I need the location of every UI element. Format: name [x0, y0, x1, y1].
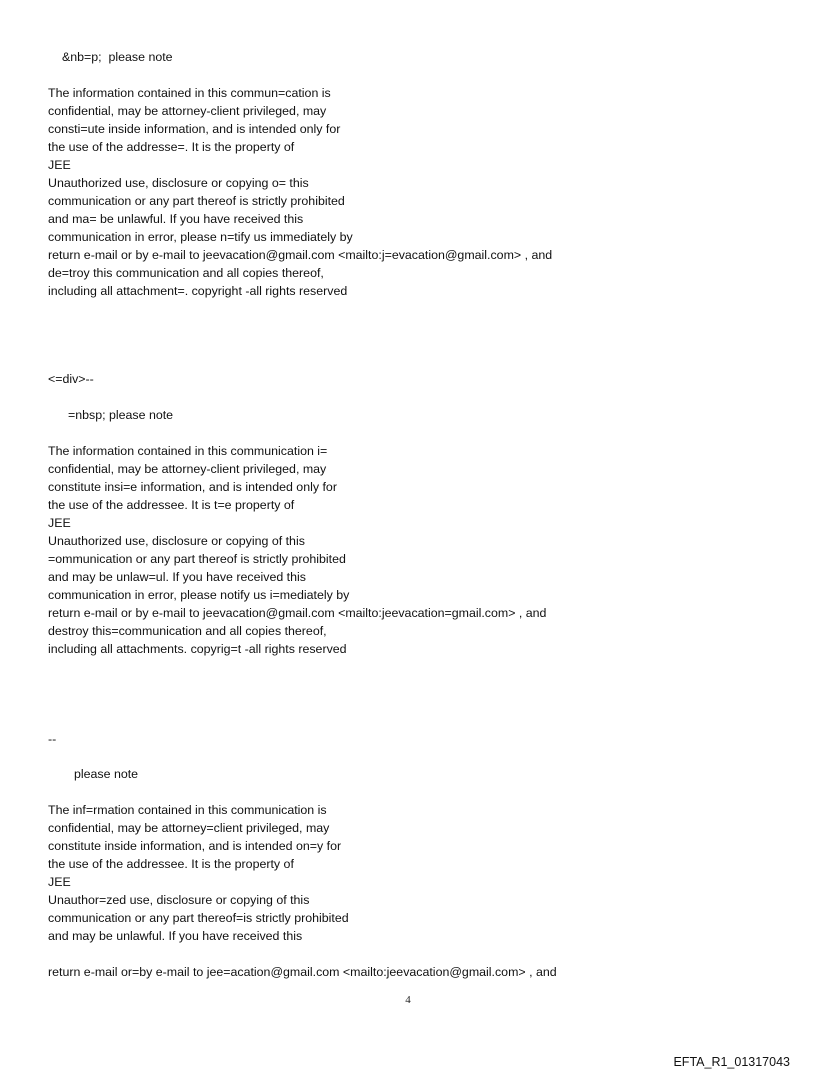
please-note-heading: &nb=p; please note [62, 50, 173, 64]
disclaimer-line: communication or any part thereof is strictly prohibited [48, 194, 345, 208]
disclaimer-line: the use of the addressee. It is the property of [48, 857, 294, 871]
separator-line: -- [48, 732, 57, 746]
disclaimer-line: constitute inside information, and is intended on=y for [48, 839, 342, 853]
disclaimer-line: JEE [48, 875, 71, 889]
please-note-heading: =nbsp; please note [68, 408, 174, 422]
disclaimer-line: The inf=rmation contained in this communication is [48, 803, 327, 817]
disclaimer-line: confidential, may be attorney-client privileged, may [48, 462, 327, 476]
disclaimer-line: Unauthorized use, disclosure or copying o= this [48, 176, 309, 190]
disclaimer-line: the use of the addresse=. It is the property of [48, 140, 295, 154]
disclaimer-line: return e-mail or by e-mail to jeevacation@gmail.com <mailto:jeevacation=gmail.com> , and [48, 606, 547, 620]
disclaimer-line: including all attachments. copyrig=t -all rights reserved [48, 642, 347, 656]
page-number: 4 [405, 994, 411, 1006]
disclaimer-line: Unauthorized use, disclosure or copying of this [48, 534, 305, 548]
disclaimer-line: and ma= be unlawful. If you have received this [48, 212, 304, 226]
disclaimer-line: confidential, may be attorney=client privileged, may [48, 821, 330, 835]
disclaimer-line: =ommunication or any part thereof is strictly prohibited [48, 552, 346, 566]
please-note-heading: please note [74, 767, 139, 781]
disclaimer-line: JEE [48, 158, 71, 172]
disclaimer-line: confidential, may be attorney-client privileged, may [48, 104, 327, 118]
disclaimer-line: constitute insi=e information, and is intended only for [48, 480, 337, 494]
disclaimer-line: communication or any part thereof=is strictly prohibited [48, 911, 349, 925]
disclaimer-line: return e-mail or=by e-mail to jee=acation@gmail.com <mailto:jeevacation@gmail.com> , and [48, 965, 557, 979]
disclaimer-line: de=troy this communication and all copies thereof, [48, 266, 324, 280]
disclaimer-line: and may be unlawful. If you have received this [48, 929, 303, 943]
disclaimer-line: return e-mail or by e-mail to jeevacation@gmail.com <mailto:j=evacation@gmail.com> , and [48, 248, 553, 262]
disclaimer-line: consti=ute inside information, and is intended only for [48, 122, 341, 136]
disclaimer-line: communication in error, please notify us i=mediately by [48, 588, 350, 602]
disclaimer-line: The information contained in this communication i= [48, 444, 328, 458]
disclaimer-line: destroy this=communication and all copies thereof, [48, 624, 327, 638]
separator-line: <=div>-- [48, 372, 94, 386]
disclaimer-line: Unauthor=zed use, disclosure or copying of this [48, 893, 310, 907]
document-id: EFTA_R1_01317043 [673, 1055, 790, 1069]
disclaimer-line: JEE [48, 516, 71, 530]
disclaimer-line: The information contained in this commun=cation is [48, 86, 331, 100]
disclaimer-line: including all attachment=. copyright -all rights reserved [48, 284, 348, 298]
disclaimer-line: the use of the addressee. It is t=e property of [48, 498, 295, 512]
disclaimer-line: and may be unlaw=ul. If you have received this [48, 570, 306, 584]
disclaimer-line: communication in error, please n=tify us immediately by [48, 230, 353, 244]
